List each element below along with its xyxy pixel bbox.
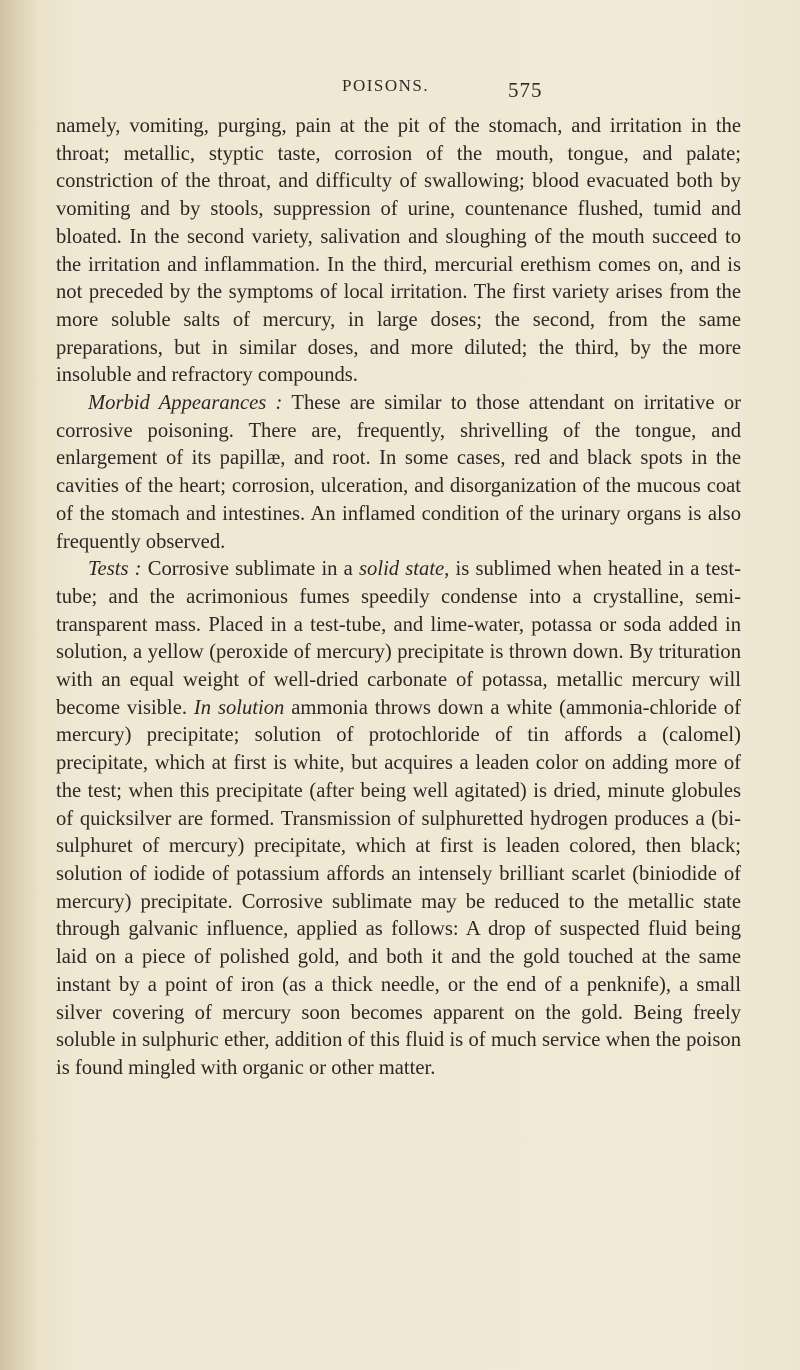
running-head xyxy=(60,68,800,108)
morbid-appearances-text: These are similar to those attendant on irritative or corrosive poisoning. There are, frequently, shrivelling of the tongue, and enlargement of its papillæ, and root. In some cases, red and black spots in the cavities of the heart; corrosion, ulceration, and disorganization of the mucous coat of the stomach and intestines. An inflamed condition of the urinary organs is also frequently observed. xyxy=(56,392,742,553)
tests-emphasis-solid-state: solid state, xyxy=(359,558,450,581)
tests-text-part-3: ammonia throws down a white (ammonia-chloride of mercury) precipitate; solution of protochloride of tin affords a (calomel) precipitate, which at first is white, but acquires a leaden color on adding more of the test; when this precipitate (after being well agitated) is dried, minute globules of quicksilver are formed. Transmission of sulphuretted hydrogen produces a (bi-sulphuret of mercury) precipitate, which at first is leaden colored, then black; solution of iodide of potassium affords an intensely brilliant scarlet (biniodide of mercury) precipitate. Corrosive sublimate may be reduced to the metallic state through galvanic influence, applied as follows: A drop of suspected fluid being laid on a piece of polished gold, and both it and the gold touched at the same instant by a point of iron (as a thick needle, or the end of a penknife), a small silver covering of mercury soon becomes apparent on the gold. Being freely soluble in sulphuric ether, addition of this fluid is of much service when the poison is found mingled with organic or other matter. xyxy=(56,696,741,1079)
tests-paragraph xyxy=(56,556,741,1082)
morbid-appearances-heading: Morbid Appearances : xyxy=(88,392,283,415)
tests-text-part-2: is sublimed when heated in a test-tube; and the acrimonious fumes speedily condense into a crystalline, semi-transparent mass. Placed in a test-tube, and lime-water, potassa or soda added in solution, a yellow (peroxide of mercury) precipitate is thrown down. By trituration with an equal weight of well-dried carbonate of potassa, metallic mercury will become visible. xyxy=(56,558,741,719)
tests-emphasis-in-solution: In solution xyxy=(193,696,285,719)
morbid-appearances-paragraph xyxy=(56,390,741,556)
tests-heading: Tests : xyxy=(88,558,142,581)
tests-text-part-1: Corrosive sublimate in a xyxy=(141,558,360,581)
body-text xyxy=(56,113,741,1083)
page-number: 575 xyxy=(508,78,543,102)
intro-paragraph: namely, vomiting, purging, pain at the pit of the stomach, and irritation in the throat; metallic, styptic taste, corrosion of the mouth, tongue, and palate; constriction of the throat, and difficulty of swallowing; blood evacuated both by vomiting and by stools, suppression of urine, countenance flushed, tumid and bloated. In the second variety, salivation and sloughing of the mouth succeed to the irritation and inflammation. In the third, mercurial erethism comes on, and is not preceded by the symptoms of local irritation. The first variety arises from the more soluble salts of mercury, in large doses; the second, from the same preparations, but in similar doses, and more diluted; the third, by the more insoluble and refractory compounds. xyxy=(56,115,741,387)
page-title: POISONS. xyxy=(342,76,430,95)
